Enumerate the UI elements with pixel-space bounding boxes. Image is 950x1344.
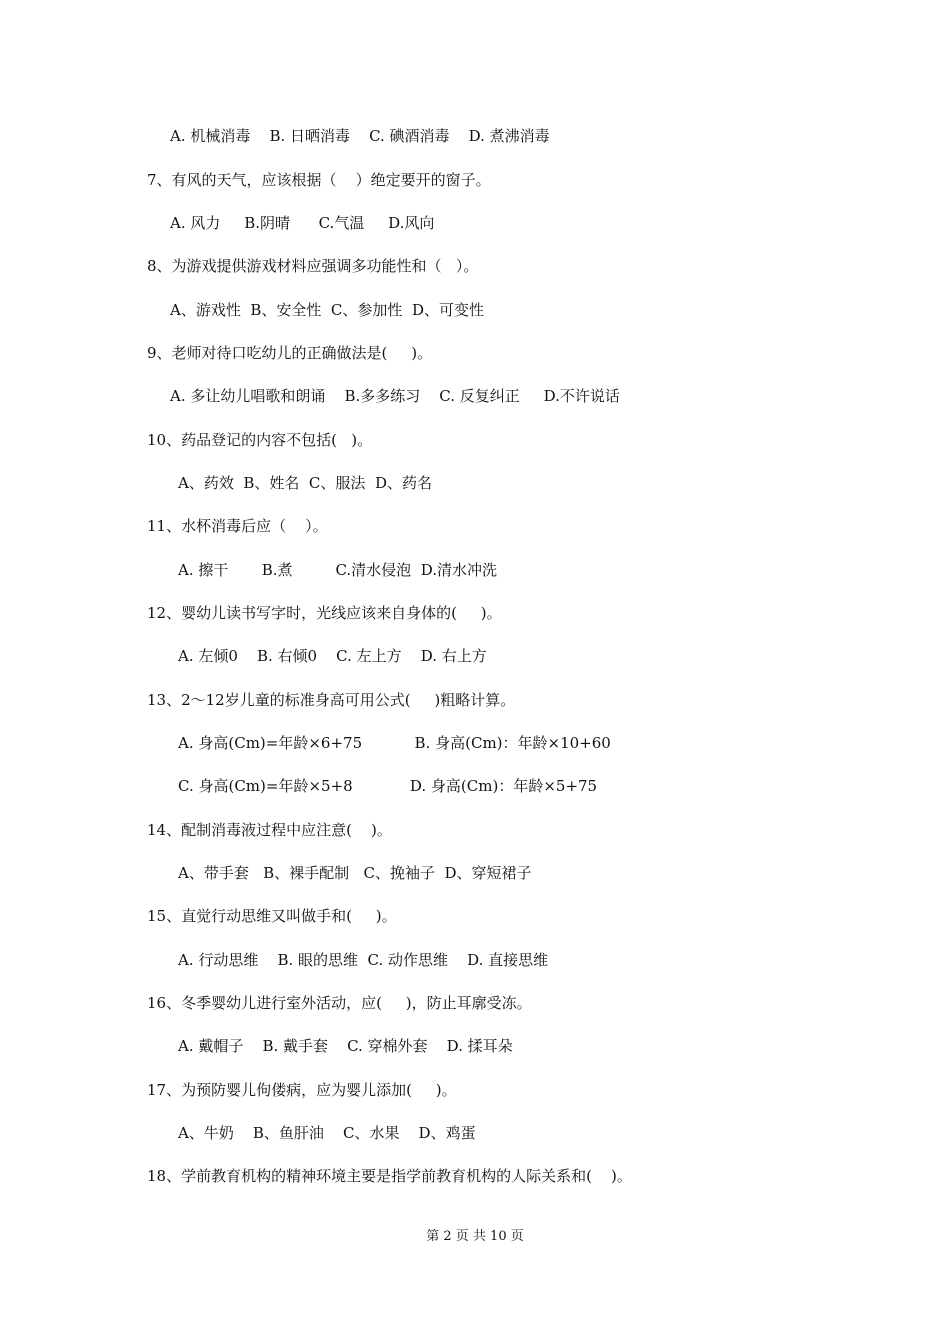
q6-options: A. 机械消毒 B. 日晒消毒 C. 碘酒消毒 D. 煮沸消毒 [170,127,550,145]
q13-question: 13、2～12岁儿童的标准身高可用公式( )粗略计算。 [147,691,516,709]
q17-options: A、牛奶 B、鱼肝油 C、水果 D、鸡蛋 [178,1124,476,1142]
page-footer: 第 2 页 共 10 页 [426,1229,524,1244]
q8-question: 8、为游戏提供游戏材料应强调多功能性和（ ）。 [147,257,479,275]
q18-question: 18、学前教育机构的精神环境主要是指学前教育机构的人际关系和( )。 [147,1167,632,1185]
q15-question: 15、直觉行动思维又叫做手和( )。 [147,907,397,925]
q12-question: 12、婴幼儿读书写字时，光线应该来自身体的( )。 [147,604,502,622]
q13-options-cd: C. 身高(Cm)=年龄×5+8 D. 身高(Cm)：年龄×5+75 [178,777,598,795]
q7-question: 7、有风的天气，应该根据（ ）绝定要开的窗子。 [147,171,491,189]
q16-question: 16、冬季婴幼儿进行室外活动，应( )，防止耳廓受冻。 [147,994,532,1012]
q14-question: 14、配制消毒液过程中应注意( )。 [147,821,392,839]
q12-options: A. 左倾0 B. 右倾0 C. 左上方 D. 右上方 [178,647,487,665]
q10-question: 10、药品登记的内容不包括( )。 [147,431,373,449]
q16-options: A. 戴帽子 B. 戴手套 C. 穿棉外套 D. 揉耳朵 [178,1037,513,1055]
q10-options: A、药效 B、姓名 C、服法 D、药名 [178,474,432,492]
q11-options: A. 擦干 B.煮 C.清水侵泡 D.清水冲洗 [178,561,497,579]
q7-options: A. 风力 B.阴晴 C.气温 D.风向 [170,214,435,232]
q13-options-ab: A. 身高(Cm)=年龄×6+75 B. 身高(Cm)：年龄×10+60 [178,734,611,752]
q15-options: A. 行动思维 B. 眼的思维 C. 动作思维 D. 直接思维 [178,951,549,969]
q9-question: 9、老师对待口吃幼儿的正确做法是( )。 [147,344,433,362]
q14-options: A、带手套 B、裸手配制 C、挽袖子 D、穿短裙子 [178,864,532,882]
q11-question: 11、水杯消毒后应（ ）。 [147,517,328,535]
q8-options: A、游戏性 B、安全性 C、参加性 D、可变性 [170,301,484,319]
q17-question: 17、为预防婴儿佝偻病，应为婴儿添加( )。 [147,1081,457,1099]
q9-options: A. 多让幼儿唱歌和朗诵 B.多多练习 C. 反复纠正 D.不许说话 [170,387,620,405]
